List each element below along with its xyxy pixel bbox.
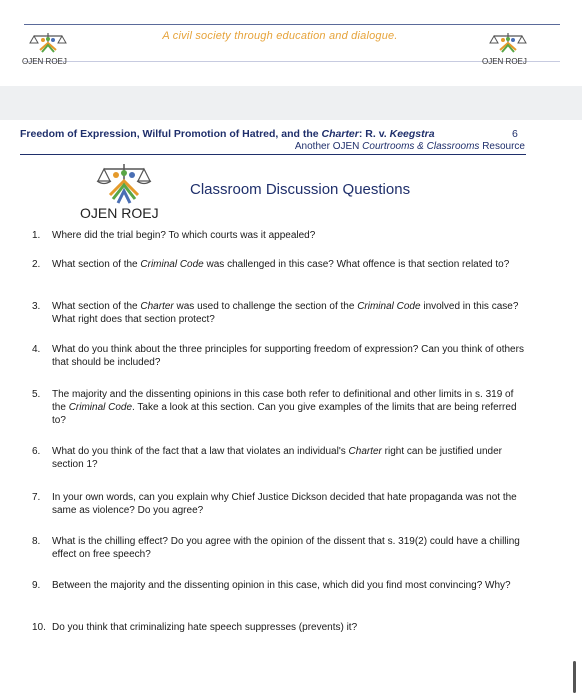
banner-bottom-rule: [24, 61, 560, 62]
question-number: 10.: [32, 622, 46, 633]
question-italic-text: Charter: [348, 446, 382, 457]
question-text: In your own words, can you explain why Chief Justice Dickson decided that hate propaganda was not the same as violence? Do you agree?: [52, 492, 517, 516]
scales-figures-icon: [26, 30, 70, 58]
document-title: Freedom of Expression, Wilful Promotion of Hatred, and the Charter: R. v. Keegstra: [20, 128, 435, 140]
question-number: 3.: [32, 301, 41, 312]
question-text: What section of the: [52, 301, 141, 312]
header-rule: [20, 154, 526, 155]
question-item: [32, 388, 527, 427]
question-italic-text: Criminal Code: [68, 402, 133, 413]
banner-tagline: A civil society through education and dialogue.: [162, 30, 398, 42]
question-item: [32, 535, 527, 561]
question-number: 2.: [32, 259, 41, 270]
question-number: 7.: [32, 492, 41, 503]
question-number: 1.: [32, 230, 41, 241]
question-item: [32, 445, 527, 471]
logo-large-text: OJEN ROEJ: [80, 205, 159, 221]
question-item: [32, 229, 527, 242]
question-text: was challenged in this case? What offence is that section related to?: [203, 259, 510, 270]
question-item: [32, 300, 527, 326]
question-text: What do you think about the three principles for supporting freedom of expression? Can you think of others that should be included?: [52, 344, 524, 368]
question-text: was used to challenge the section of the: [173, 301, 358, 312]
question-italic-text: Charter: [140, 301, 174, 312]
question-text: The majority and the dissenting opinions in this case both refer to definitional and other limits in s. 319 of the: [52, 389, 514, 413]
scales-figures-icon: [486, 30, 530, 58]
page-number: 6: [512, 128, 518, 140]
question-text: Between the majority and the dissenting opinion in this case, which did you find most convincing? Why?: [52, 580, 511, 591]
scrollbar-thumb[interactable]: [573, 661, 576, 693]
question-text: Where did the trial begin? To which courts was it appealed?: [52, 230, 316, 241]
question-item: [32, 579, 527, 592]
question-number: 9.: [32, 580, 41, 591]
question-number: 4.: [32, 344, 41, 355]
question-number: 8.: [32, 536, 41, 547]
question-number: 6.: [32, 446, 41, 457]
question-text: right can be justified under section 1?: [52, 446, 502, 470]
resource-subtitle: Another OJEN Courtrooms & Classrooms Resource: [294, 141, 525, 152]
question-text: What do you think of the fact that a law that violates an individual's: [52, 446, 349, 457]
question-item: [32, 621, 527, 634]
logo-left-text: OJEN ROEJ: [22, 57, 67, 66]
page-separator: [0, 86, 582, 120]
question-item: [32, 343, 527, 369]
question-italic-text: Criminal Code: [140, 259, 204, 270]
question-number: 5.: [32, 389, 41, 400]
question-text: Do you think that criminalizing hate speech suppresses (prevents) it?: [52, 622, 358, 633]
question-text: What section of the: [52, 259, 141, 270]
question-item: [32, 258, 527, 271]
scales-figures-icon: [94, 161, 154, 207]
question-text: . Take a look at this section. Can you give examples of the limits that are being referred to?: [52, 402, 517, 426]
section-title: Classroom Discussion Questions: [190, 181, 411, 198]
question-text: What is the chilling effect? Do you agree with the opinion of the dissent that s. 319(2) could have a chilling effect on free speech?: [52, 536, 520, 560]
banner-top-rule: [24, 24, 560, 25]
question-text: involved in this case? What right does that section protect?: [52, 301, 519, 325]
question-item: [32, 491, 527, 517]
logo-right-text: OJEN ROEJ: [482, 57, 527, 66]
question-italic-text: Criminal Code: [357, 301, 421, 312]
